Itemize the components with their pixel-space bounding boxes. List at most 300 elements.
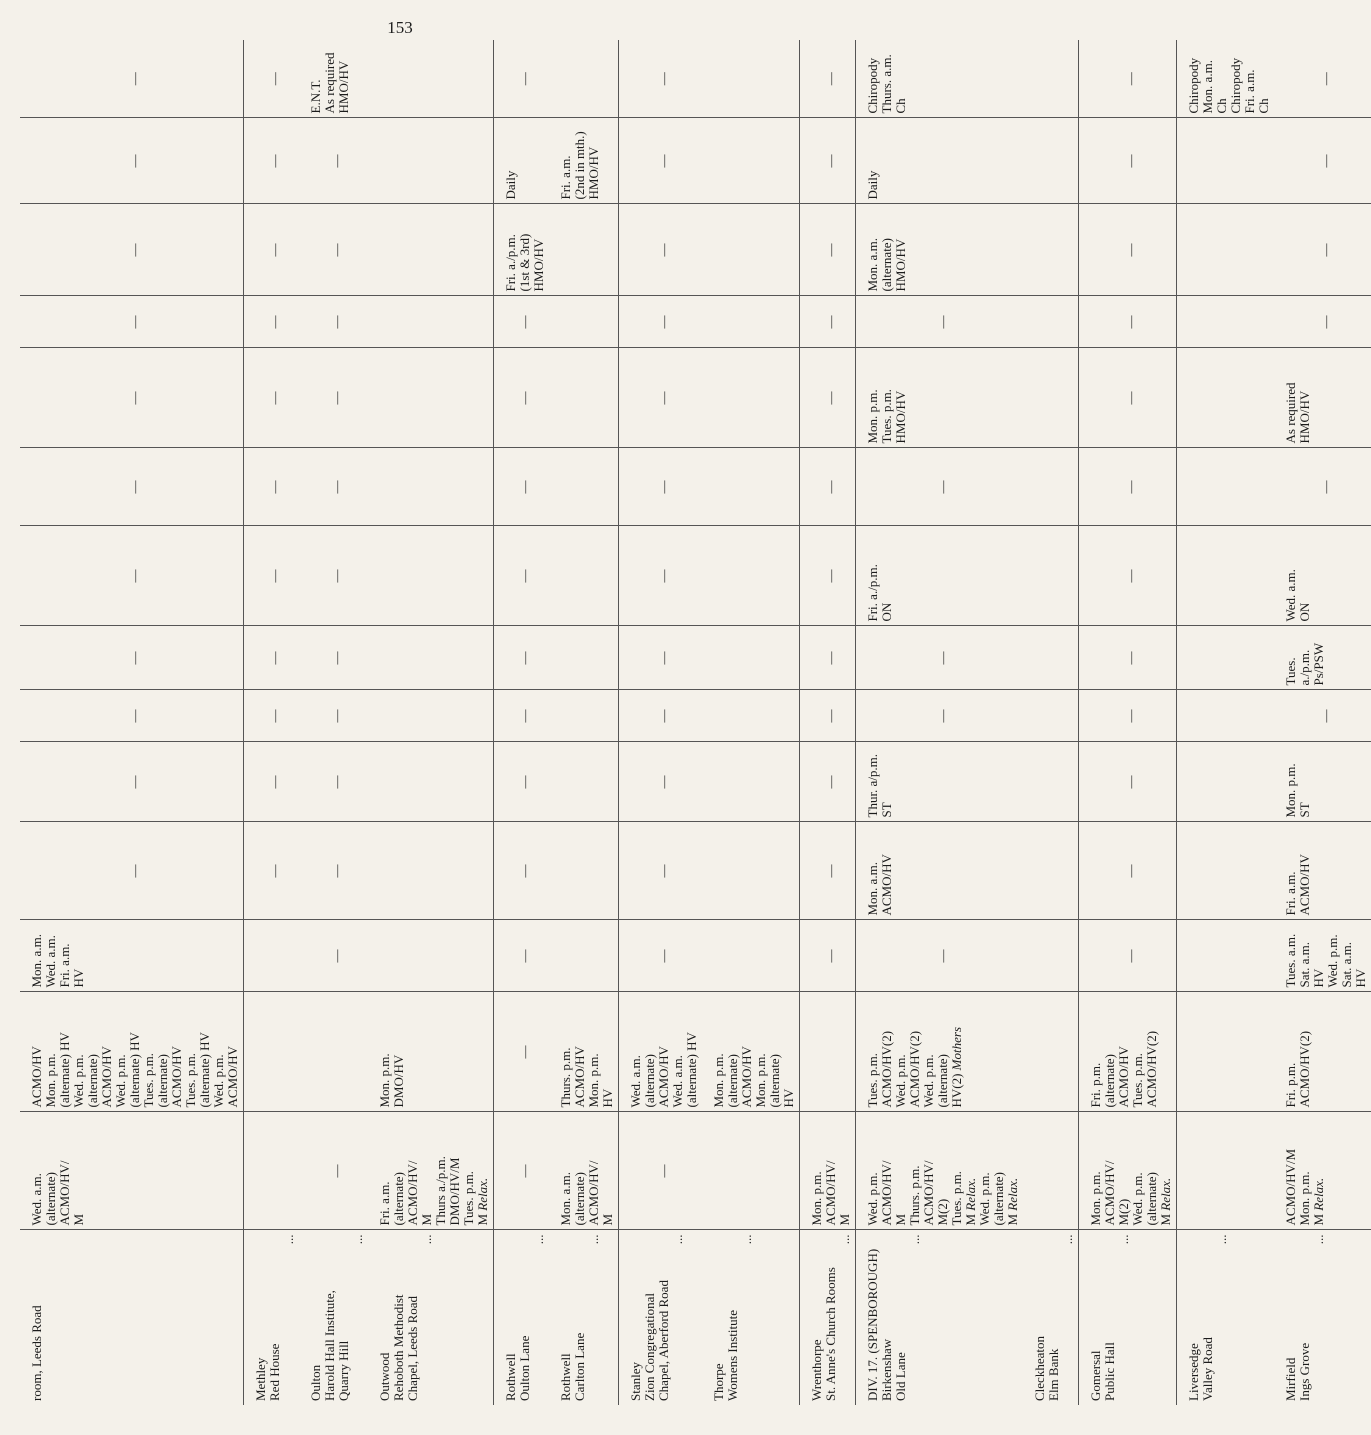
schedule-line: Wed. a.m. (29, 1173, 44, 1226)
place-line: DIV. 17. (SPENBOROUGH) (865, 1248, 880, 1401)
schedule-cell-c12 (1274, 204, 1371, 296)
schedule-line: — (517, 480, 532, 494)
schedule-cell-c13 (244, 118, 300, 204)
schedule-cell-c7 (244, 626, 300, 690)
schedule-cell-c2 (1079, 992, 1177, 1112)
schedule-line: — (1318, 709, 1333, 723)
schedule-cell-c13 (1177, 118, 1275, 204)
schedule-cell-c3 (494, 920, 550, 992)
schedule-line: — (656, 775, 671, 789)
schedule-line: Mon. p.m. (1088, 1171, 1103, 1226)
schedule-cell-c5 (1023, 742, 1079, 822)
schedule-cell-c11 (702, 296, 800, 348)
place-cell (244, 1230, 300, 1405)
schedule-line: — (267, 391, 282, 405)
schedule-line: — (656, 651, 671, 665)
schedule-cell-c7 (856, 626, 1024, 690)
schedule-cell-c1 (1177, 1112, 1275, 1230)
schedule-line: Tues. p.m. (461, 1171, 476, 1226)
schedule-line: HMO/HV (893, 238, 908, 292)
schedule-line: — (823, 864, 838, 878)
schedule-cell-c6 (299, 690, 368, 742)
schedule-line: Fri. p.m. (1088, 1062, 1103, 1108)
schedule-cell-c8 (856, 526, 1024, 626)
table-row (1274, 40, 1371, 1405)
schedule-cell-c4 (1274, 822, 1371, 920)
schedule-cell-c5 (1274, 742, 1371, 822)
schedule-line: ACMO/HV/ (1102, 1160, 1117, 1226)
schedule-cell-c14 (1023, 40, 1079, 118)
schedule-line: — (329, 154, 344, 168)
schedule-line: Mon. p.m. (1297, 1171, 1312, 1226)
schedule-cell-c12 (1177, 204, 1275, 296)
schedule-line: DMO/HV/M (447, 1157, 462, 1226)
place-line: Red House (267, 1343, 282, 1401)
schedule-cell-c4 (549, 822, 619, 920)
schedule-line: Ch (893, 98, 908, 114)
schedule-line: — (935, 949, 950, 963)
schedule-line: (alternate) HV (127, 1032, 142, 1108)
schedule-cell-c11 (1023, 296, 1079, 348)
schedule-line: M Relax. (1005, 1177, 1020, 1226)
schedule-cell-c10 (1023, 348, 1079, 448)
schedule-line: Fri. a.m. (558, 155, 573, 200)
schedule-line: — (1318, 480, 1333, 494)
schedule-line: Sat. a.m. (1339, 942, 1354, 988)
schedule-line: — (656, 709, 671, 723)
schedule-cell-c9 (702, 448, 800, 526)
schedule-cell-c6 (549, 690, 619, 742)
place-line: Gomersal (1088, 1350, 1103, 1401)
schedule-line: — (823, 154, 838, 168)
leader-dots: ... (281, 1234, 296, 1245)
schedule-line: — (329, 480, 344, 494)
place-line: Oulton Lane (517, 1335, 532, 1401)
schedule-line: ST (879, 802, 894, 818)
schedule-line: — (517, 72, 532, 86)
schedule-line: — (267, 154, 282, 168)
schedule-line: ACMO/HV (99, 1046, 114, 1108)
schedule-cell-c5 (856, 742, 1024, 822)
schedule-line: ACMO/HV (29, 1046, 44, 1108)
schedule-line: Mon. a.m. (29, 934, 44, 988)
schedule-line: — (329, 864, 344, 878)
schedule-cell-c12 (299, 204, 368, 296)
schedule-cell-c9 (20, 448, 244, 526)
schedule-line: — (267, 709, 282, 723)
schedule-cell-c9 (619, 448, 703, 526)
schedule-cell-c5 (619, 742, 703, 822)
schedule-line: HV (600, 1088, 615, 1108)
schedule-line: — (823, 480, 838, 494)
schedule-cell-c5 (800, 742, 856, 822)
schedule-cell-c11 (549, 296, 619, 348)
place-line: Zion Congregational (642, 1293, 657, 1401)
schedule-line: (alternate) (155, 1054, 170, 1108)
schedule-line: (alternate) (767, 1054, 782, 1108)
schedule-cell-c4 (1177, 822, 1275, 920)
schedule-line: — (329, 949, 344, 963)
place-cell (619, 1230, 703, 1405)
schedule-cell-c7 (800, 626, 856, 690)
schedule-line: M (419, 1213, 434, 1226)
schedule-line: Mon. p.m. (711, 1053, 726, 1108)
schedule-cell-c7 (702, 626, 800, 690)
schedule-line: (alternate) HV (684, 1032, 699, 1108)
schedule-cell-c13 (368, 118, 494, 204)
schedule-cell-c6 (244, 690, 300, 742)
schedule-cell-c2 (1274, 992, 1371, 1112)
schedule-line: — (517, 864, 532, 878)
schedule-cell-c14 (368, 40, 494, 118)
schedule-cell-c13 (1079, 118, 1177, 204)
schedule-cell-c12 (1079, 204, 1177, 296)
schedule-line: ACMO/HV (879, 854, 894, 916)
schedule-line: (alternate) (1144, 1172, 1159, 1226)
place-line: Old Lane (893, 1352, 908, 1401)
schedule-line: — (517, 391, 532, 405)
schedule-line: Fri. a.m. (1242, 69, 1257, 114)
schedule-cell-c8 (702, 526, 800, 626)
schedule-line: ACMO/HV (225, 1046, 240, 1108)
schedule-line: ACMO/HV (1297, 854, 1312, 916)
schedule-line: — (935, 651, 950, 665)
place-cell (20, 1230, 244, 1405)
schedule-cell-c11 (494, 296, 550, 348)
place-cell (549, 1230, 619, 1405)
schedule-line: HMO/HV (531, 238, 546, 292)
schedule-line: — (656, 864, 671, 878)
schedule-cell-c4 (619, 822, 703, 920)
schedule-line: — (127, 154, 142, 168)
place-cell (702, 1230, 800, 1405)
schedule-line: Mon. p.m. (377, 1053, 392, 1108)
schedule-line: As required (1283, 382, 1298, 444)
place-line: room, Leeds Road (29, 1305, 44, 1401)
place-line: Rehoboth Methodist (391, 1294, 406, 1401)
schedule-cell-c2 (1023, 992, 1079, 1112)
schedule-line: — (823, 949, 838, 963)
schedule-cell-c6 (702, 690, 800, 742)
schedule-line: — (935, 709, 950, 723)
schedule-cell-c11 (20, 296, 244, 348)
schedule-line: — (1123, 949, 1138, 963)
schedule-cell-c1 (619, 1112, 703, 1230)
schedule-cell-c10 (856, 348, 1024, 448)
schedule-cell-c1 (20, 1112, 244, 1230)
table-row (20, 40, 244, 1405)
schedule-cell-c14 (619, 40, 703, 118)
table-row (1079, 40, 1177, 1405)
schedule-line: ACMO/HV(2) (1297, 1030, 1312, 1108)
schedule-line: — (127, 651, 142, 665)
schedule-line: — (127, 480, 142, 494)
schedule-line: (alternate) (725, 1054, 740, 1108)
schedule-line: Thur. a/p.m. (865, 753, 880, 818)
schedule-cell-c9 (244, 448, 300, 526)
schedule-line: Wed. p.m. (1325, 934, 1340, 988)
schedule-cell-c1 (800, 1112, 856, 1230)
schedule-cell-c8 (549, 526, 619, 626)
schedule-line: ACMO/HV/ (586, 1160, 601, 1226)
schedule-cell-c8 (368, 526, 494, 626)
schedule-line: Tues. p.m. (865, 1053, 880, 1108)
schedule-cell-c11 (299, 296, 368, 348)
schedule-line: Thurs. a.m. (879, 54, 894, 114)
schedule-cell-c12 (619, 204, 703, 296)
schedule-line: Mon. p.m. (1283, 763, 1298, 818)
schedule-cell-c1 (494, 1112, 550, 1230)
schedule-line: M(2) (1116, 1198, 1131, 1226)
place-line: Birkenshaw (879, 1338, 894, 1401)
schedule-line: — (1123, 864, 1138, 878)
place-line: Methley (253, 1357, 268, 1401)
place-cell (1023, 1230, 1079, 1405)
schedule-line: — (267, 72, 282, 86)
schedule-line: — (127, 72, 142, 86)
schedule-cell-c3 (1079, 920, 1177, 992)
schedule-line: Chiropody (1186, 57, 1201, 114)
schedule-line: — (1318, 243, 1333, 257)
place-line: Outwood (377, 1352, 392, 1401)
place-line: Liversedge (1186, 1343, 1201, 1401)
schedule-cell-c5 (702, 742, 800, 822)
schedule-line: Mon. p.m. (586, 1053, 601, 1108)
schedule-cell-c13 (619, 118, 703, 204)
schedule-cell-c11 (244, 296, 300, 348)
schedule-cell-c13 (1274, 118, 1371, 204)
schedule-cell-c3 (1274, 920, 1371, 992)
schedule-line: — (127, 569, 142, 583)
place-line: Ings Grove (1297, 1342, 1312, 1401)
schedule-line: As required (322, 52, 337, 114)
schedule-line: M(2) (935, 1198, 950, 1226)
schedule-line: Ch (1256, 98, 1271, 114)
schedule-cell-c4 (702, 822, 800, 920)
schedule-cell-c14 (549, 40, 619, 118)
schedule-line: ON (1297, 602, 1312, 622)
schedule-cell-c1 (549, 1112, 619, 1230)
schedule-line: (alternate) (572, 1172, 587, 1226)
schedule-line: HMO/HV (336, 60, 351, 114)
schedule-line: — (329, 243, 344, 257)
schedule-line: Wed. a.m. (628, 1055, 643, 1108)
schedule-line: Wed. p.m. (113, 1054, 128, 1108)
leader-dots: ... (586, 1234, 601, 1245)
schedule-cell-c1 (856, 1112, 1024, 1230)
place-cell (1274, 1230, 1371, 1405)
schedule-line: (alternate) (879, 238, 894, 292)
schedule-line: (alternate) (1102, 1054, 1117, 1108)
schedule-cell-c7 (1023, 626, 1079, 690)
table-row (299, 40, 368, 1405)
place-cell (1177, 1230, 1275, 1405)
schedule-line: Wed. a.m. (1283, 569, 1298, 622)
schedule-line: HV (781, 1088, 796, 1108)
schedule-cell-c12 (549, 204, 619, 296)
schedule-cell-c12 (702, 204, 800, 296)
schedule-line: — (517, 949, 532, 963)
schedule-cell-c12 (1023, 204, 1079, 296)
schedule-line: — (823, 651, 838, 665)
schedule-cell-c6 (1023, 690, 1079, 742)
place-line: Chapel, Aberford Road (656, 1280, 671, 1401)
schedule-line: — (1318, 72, 1333, 86)
schedule-line: — (267, 864, 282, 878)
schedule-cell-c8 (1079, 526, 1177, 626)
schedule-cell-c12 (244, 204, 300, 296)
schedule-cell-c14 (20, 40, 244, 118)
schedule-line: Mon. a.m. (865, 862, 880, 916)
schedule-cell-c5 (368, 742, 494, 822)
schedule-cell-c13 (494, 118, 550, 204)
schedule-cell-c6 (1079, 690, 1177, 742)
schedule-line: — (656, 391, 671, 405)
schedule-cell-c8 (1274, 526, 1371, 626)
schedule-cell-c4 (1023, 822, 1079, 920)
schedule-cell-c10 (1274, 348, 1371, 448)
schedule-cell-c10 (619, 348, 703, 448)
schedule-line: Wed. p.m. (865, 1172, 880, 1226)
schedule-line: — (656, 243, 671, 257)
schedule-cell-c9 (299, 448, 368, 526)
schedule-line: ACMO/HV (1116, 1046, 1131, 1108)
schedule-cell-c8 (244, 526, 300, 626)
schedule-cell-c2 (494, 992, 550, 1112)
schedule-cell-c3 (549, 920, 619, 992)
schedule-line: DMO/HV (391, 1054, 406, 1108)
schedule-line: HMO/HV (586, 146, 601, 200)
schedule-line: Mon. p.m. (753, 1053, 768, 1108)
schedule-cell-c9 (856, 448, 1024, 526)
schedule-cell-c13 (702, 118, 800, 204)
schedule-line: — (267, 775, 282, 789)
schedule-cell-c3 (1177, 920, 1275, 992)
schedule-cell-c7 (299, 626, 368, 690)
schedule-line: — (935, 480, 950, 494)
leader-dots: ... (907, 1234, 922, 1245)
schedule-cell-c2 (244, 992, 300, 1112)
schedule-line: Wed. a.m. (670, 1055, 685, 1108)
schedule-line: Tues. p.m. (1130, 1053, 1145, 1108)
schedule-cell-c9 (800, 448, 856, 526)
schedule-line: HMO/HV (893, 390, 908, 444)
schedule-cell-c8 (20, 526, 244, 626)
schedule-cell-c10 (299, 348, 368, 448)
schedule-cell-c5 (1079, 742, 1177, 822)
schedule-line: — (1123, 651, 1138, 665)
schedule-cell-c14 (244, 40, 300, 118)
schedule-line: Mon. p.m. (809, 1171, 824, 1226)
page-number: 153 (387, 18, 413, 37)
place-line: Rothwell (558, 1353, 573, 1401)
schedule-cell-c12 (368, 204, 494, 296)
schedule-line: — (656, 480, 671, 494)
schedule-line: M Relax. (1158, 1177, 1173, 1226)
schedule-line: Ch (1214, 98, 1229, 114)
schedule-line: (alternate) (391, 1172, 406, 1226)
leader-dots: ... (837, 1234, 852, 1245)
schedule-line: — (1123, 775, 1138, 789)
schedule-line: — (329, 569, 344, 583)
table-row (1023, 40, 1079, 1405)
schedule-line: Wed. p.m. (71, 1054, 86, 1108)
leader-dots: ... (739, 1234, 754, 1245)
schedule-cell-c7 (1177, 626, 1275, 690)
leader-dots: ... (670, 1234, 685, 1245)
schedule-cell-c6 (1274, 690, 1371, 742)
schedule-line: — (329, 709, 344, 723)
schedule-line: — (1123, 243, 1138, 257)
place-cell (856, 1230, 1024, 1405)
schedule-cell-c11 (368, 296, 494, 348)
schedule-cell-c6 (800, 690, 856, 742)
leader-dots: ... (1116, 1234, 1131, 1245)
schedule-cell-c11 (800, 296, 856, 348)
schedule-cell-c4 (494, 822, 550, 920)
schedule-cell-c7 (368, 626, 494, 690)
schedule-line: ACMO/HV/ (921, 1160, 936, 1226)
schedule-cell-c7 (1079, 626, 1177, 690)
schedule-cell-c5 (1177, 742, 1275, 822)
place-cell (368, 1230, 494, 1405)
schedule-line: Wed. p.m. (977, 1172, 992, 1226)
schedule-line: ACMO/HV/ (823, 1160, 838, 1226)
schedule-line: (alternate) (991, 1172, 1006, 1226)
leader-dots: ... (1214, 1234, 1229, 1245)
schedule-line: Mon. a.m. (1200, 60, 1215, 114)
schedule-line: (2nd in mth.) (572, 131, 587, 200)
schedule-line: Tues. a.m. (1283, 933, 1298, 988)
schedule-line: Mon. p.m. (43, 1053, 58, 1108)
schedule-cell-c2 (1177, 992, 1275, 1112)
schedule-cell-c4 (244, 822, 300, 920)
schedule-cell-c14 (494, 40, 550, 118)
schedule-cell-c4 (20, 822, 244, 920)
schedule-line: — (1123, 72, 1138, 86)
schedule-line: M (893, 1213, 908, 1226)
schedule-cell-c9 (1177, 448, 1275, 526)
schedule-line: ACMO/HV(2) (1144, 1030, 1159, 1108)
schedule-line: M (600, 1213, 615, 1226)
schedule-cell-c10 (800, 348, 856, 448)
schedule-line: (alternate) HV (57, 1032, 72, 1108)
place-line: Quarry Hill (336, 1340, 351, 1401)
schedule-line: M (71, 1213, 86, 1226)
schedule-line: — (329, 315, 344, 329)
schedule-line: Daily (865, 170, 880, 200)
schedule-line: ACMO/HV (656, 1046, 671, 1108)
schedule-line: — (656, 949, 671, 963)
schedule-cell-c2 (20, 992, 244, 1112)
schedule-line: Tues. p.m. (949, 1171, 964, 1226)
schedule-cell-c14 (1177, 40, 1275, 118)
schedule-line: a./p.m. (1297, 649, 1312, 686)
schedule-cell-c2 (549, 992, 619, 1112)
schedule-cell-c9 (549, 448, 619, 526)
schedule-cell-c1 (702, 1112, 800, 1230)
leader-dots: ... (1060, 1234, 1075, 1245)
schedule-cell-c8 (800, 526, 856, 626)
schedule-line: — (267, 243, 282, 257)
schedule-cell-c3 (299, 920, 368, 992)
schedule-line: — (517, 709, 532, 723)
place-line: Carlton Lane (572, 1332, 587, 1401)
schedule-cell-c6 (494, 690, 550, 742)
leader-dots: ... (419, 1234, 434, 1245)
schedule-line: Fri. a./p.m. (865, 564, 880, 622)
table-row (1177, 40, 1275, 1405)
